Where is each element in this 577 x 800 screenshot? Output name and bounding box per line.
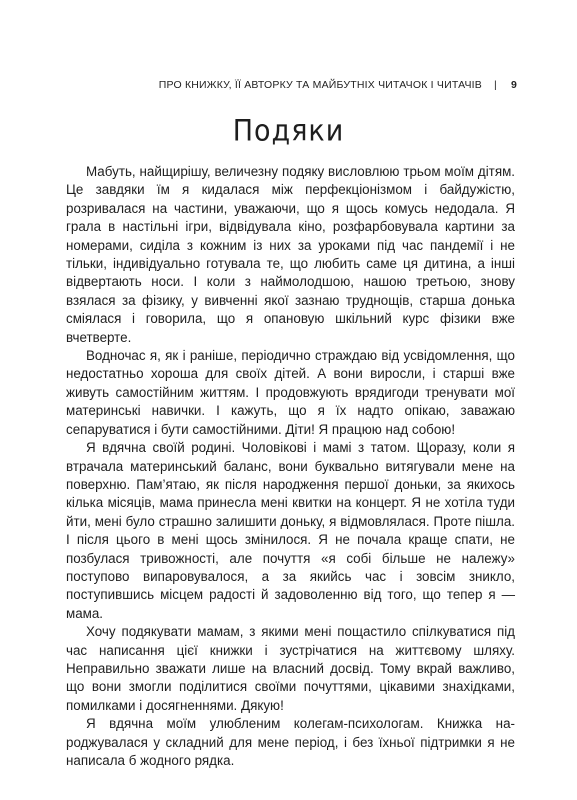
- running-header: [60, 77, 517, 93]
- running-title: ПРО КНИЖКУ, ЇЇ АВТОРКУ ТА МАЙБУТНІХ ЧИТАЧОК І ЧИТАЧІВ: [158, 79, 483, 91]
- section-title: Подяки: [232, 114, 345, 149]
- paragraph: Хочу подякувати мамам, з якими мені пощастило спілкуватися під час написання цієї книжки і зустрічатися на життєвому шляху. Неправильно зважати лише на власний досвід. Тому вкрай важливо, що вони змогли поділитися своїми почуттями, цікавими знахідками, помилками і досягненнями. Дякую!: [66, 624, 515, 713]
- paragraph: Водночас я, як і раніше, періодично страждаю від усвідомлення, що недостатньо хороша для своїх дітей. А вони виросли, і старші вже живуть самостійним життям. І продовжують врядигоди тренувати мої материнські навички. І кажуть, що я їх надто опікаю, заважаю сепаруватися і бути самостійними. Діти! Я працюю над собою!: [66, 348, 515, 437]
- body-text: [66, 163, 515, 770]
- paragraph: Я вдячна моїм улюбленим колегам-психологам. Книжка народжувалася у складний для мене період, і без їхньої підтримки я не написала б жодного рядка.: [66, 716, 515, 768]
- header-separator: |: [494, 79, 497, 91]
- paragraph: Мабуть, найщирішу, величезну подяку висловлюю трьом моїм дітям. Це завдяки їм я кидалася між перфекціонізмом і байдужістю, розривалася на частини, уважаючи, що я щось комусь недодала. Я грала в настільні ігри, відвідувала кіно, розфарбовувала картини за номерами, сиділа з кожним із них за уроками під час пандемії і не тільки, індивідуально готувала те, що любить саме ця дитина, а інші відвертають носи. І коли з наймолодшою, нашою третьою, знову взялася за фізику, у вивченні якої зазнаю труднощів, старша донька сміялася і говорила, що я опановую шкільний курс фізики вже вчетверте.: [66, 164, 515, 345]
- page-number: 9: [510, 79, 517, 91]
- paragraph: Я вдячна своїй родині. Чоловікові і мамі з татом. Щоразу, коли я втрачала материнський баланс, вони буквально витягували мене на поверхню. Пам’ятаю, як після народження першої доньки, за якихось кілька місяців, мама принесла мені квитки на концерт. Я не хотіла туди йти, мені було страшно залишити доньку, я відмовлялася. Проте пішла. І після цього в мені щось змінилося. Я не почала краще спати, не позбулася тривожності, але почуття «я собі більше не належу» поступово випаровувалося, а за якийсь час і зовсім зникло, поступившись місцем радості й задоволенню від того, що тепер я — мама.: [66, 440, 515, 621]
